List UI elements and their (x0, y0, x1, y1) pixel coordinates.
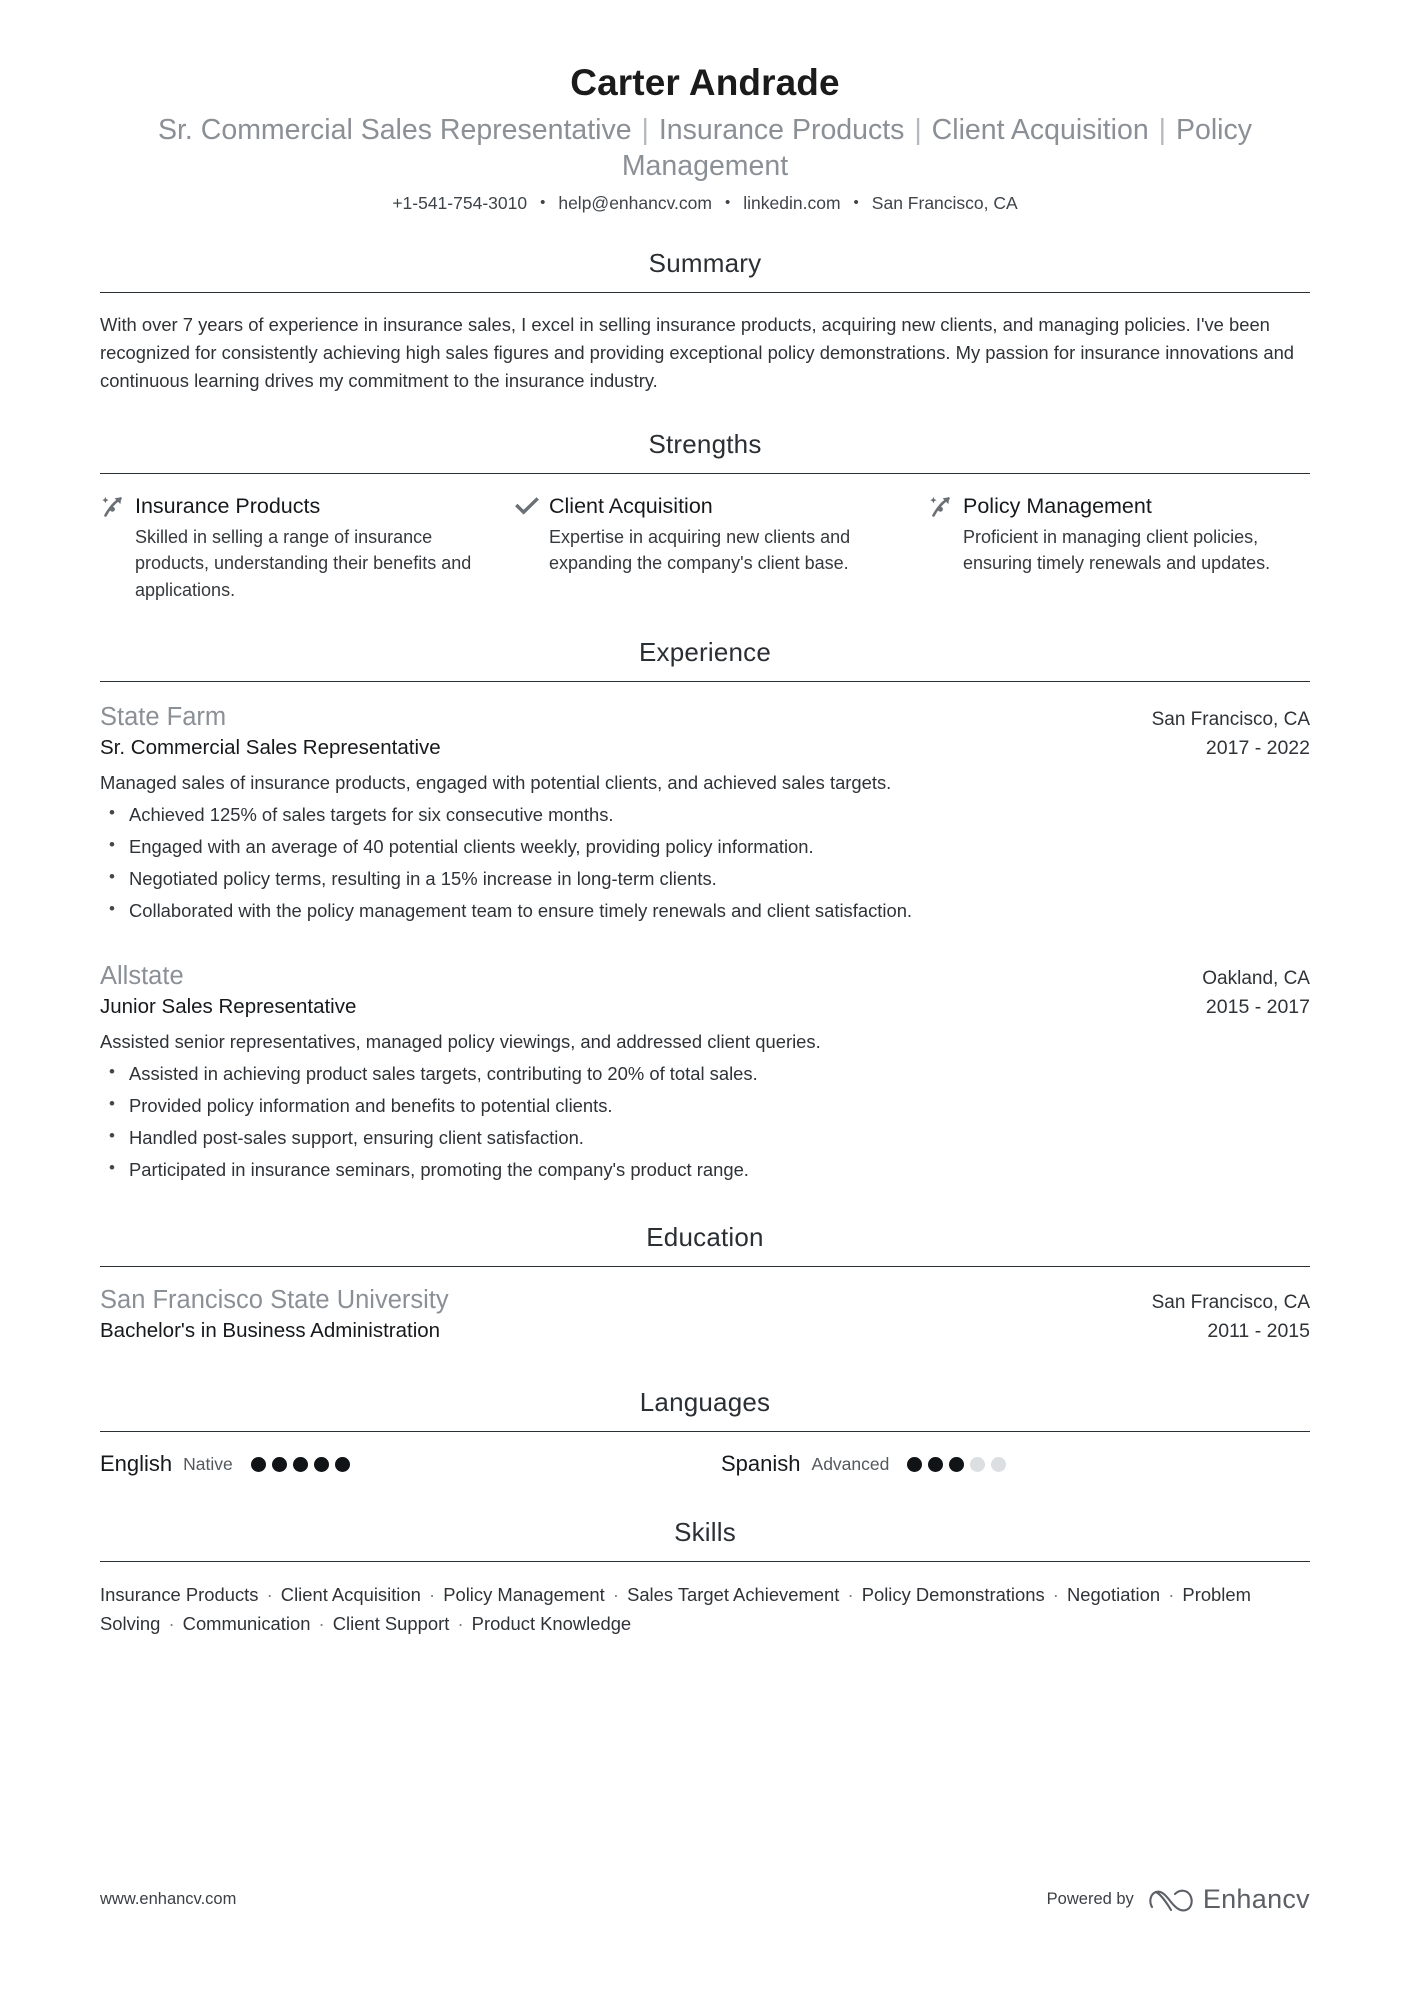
languages-title: Languages (639, 1387, 771, 1418)
skill-item: Product Knowledge (471, 1613, 632, 1635)
resume-header (100, 0, 1310, 214)
summary-text: With over 7 years of experience in insurance sales, I excel in selling insurance products, acquiring new clients, and managing policies. I've been recognized for consistently achieving high sales figures and providing exceptional policy demonstrations. My passion for insurance innovations and continuous learning drives my commitment to the insurance industry. (100, 314, 1295, 392)
headline-part: Sr. Commercial Sales Representative (158, 113, 632, 146)
achievement-item: • Provided policy information and benefits to potential clients. (100, 1094, 1310, 1118)
headline-separator: | (1150, 113, 1174, 146)
achievement-list (100, 1062, 1310, 1182)
entry-org-row (100, 961, 1310, 993)
skill-item: Problem Solving (100, 1584, 1251, 1635)
enhancv-wordmark: Enhancv (1202, 1884, 1310, 1914)
strengths-grid (100, 493, 1310, 602)
contact-separator-dot: • (853, 194, 859, 212)
skill-item: Negotiation (1067, 1584, 1161, 1606)
strength-description: Skilled in selling a range of insurance products, understanding their benefits and applications. (135, 527, 472, 600)
contact-separator-dot: • (724, 194, 731, 212)
education-divider (100, 1266, 1310, 1267)
degree-title: Bachelor's in Business Administration (100, 1319, 441, 1343)
language-name: English (100, 1451, 173, 1477)
candidate-headline (100, 112, 1310, 185)
trend-arrow-sparkle-icon (100, 493, 126, 519)
languages-divider (100, 1431, 1310, 1432)
page-footer (100, 1884, 1310, 1915)
strength-title: Client Acquisition (549, 493, 713, 518)
achievement-item: • Handled post-sales support, ensuring client satisfaction. (100, 1126, 1310, 1150)
entry-role-row (100, 995, 1310, 1019)
checkmark-icon (514, 493, 540, 519)
language-proficiency-dots (907, 1457, 1006, 1472)
experience-title: Experience (638, 636, 772, 667)
entry-school-row (100, 1285, 1310, 1317)
proficiency-dot-filled (314, 1457, 329, 1472)
skill-item: Client Support (332, 1613, 450, 1635)
summary-divider (100, 292, 1310, 293)
section-education (100, 1222, 1310, 1343)
section-experience (100, 637, 1310, 1183)
proficiency-dot-filled (293, 1457, 308, 1472)
education-dates: 2011 - 2015 (1207, 1320, 1310, 1343)
achievement-item: • Participated in insurance seminars, promoting the company's product range. (100, 1158, 1310, 1182)
skill-separator: · (261, 1584, 278, 1606)
skills-text (100, 1580, 1310, 1639)
section-summary (100, 248, 1310, 395)
strength-header (100, 493, 482, 519)
experience-entry (100, 702, 1310, 923)
summary-title: Summary (648, 248, 762, 279)
entry-degree-row (100, 1319, 1310, 1343)
contact-email[interactable]: help@enhancv.com (558, 193, 712, 214)
skill-item: Communication (182, 1613, 311, 1635)
achievement-list (100, 803, 1310, 923)
achievement-item: • Negotiated policy terms, resulting in a 15% increase in long-term clients. (100, 867, 1310, 891)
strength-item (514, 493, 896, 602)
achievement-item: • Engaged with an average of 40 potential clients weekly, providing policy information. (100, 835, 1310, 859)
job-title: Junior Sales Representative (100, 994, 357, 1018)
proficiency-dot-filled (251, 1457, 266, 1472)
skill-separator: · (842, 1584, 859, 1606)
skills-title: Skills (674, 1517, 736, 1548)
skills-divider (100, 1561, 1310, 1562)
skill-item: Client Acquisition (280, 1584, 421, 1606)
strength-item (928, 493, 1310, 602)
entry-summary: Managed sales of insurance products, engaged with potential clients, and achieved sales targets. (100, 771, 892, 793)
proficiency-dot-empty (970, 1457, 985, 1472)
trend-arrow-sparkle-icon (928, 493, 954, 519)
contact-phone[interactable]: +1-541-754-3010 (392, 193, 528, 214)
employer-location: Oakland, CA (1202, 967, 1310, 989)
employment-dates: 2015 - 2017 (1205, 995, 1310, 1018)
powered-by-label: Powered by (1046, 1890, 1134, 1908)
language-item (721, 1451, 1310, 1477)
skill-separator: · (607, 1584, 625, 1606)
language-name: Spanish (721, 1451, 801, 1477)
strength-title: Policy Management (963, 493, 1152, 518)
education-entry (100, 1285, 1310, 1343)
skill-separator: · (452, 1613, 469, 1635)
contact-linkedin[interactable]: linkedin.com (743, 193, 841, 214)
strength-header (928, 493, 1310, 519)
languages-grid (100, 1451, 1310, 1477)
enhancv-mark-icon (1148, 1885, 1194, 1915)
proficiency-dot-filled (272, 1457, 287, 1472)
strength-title: Insurance Products (135, 493, 321, 518)
skill-separator: · (163, 1613, 180, 1635)
proficiency-dot-filled (335, 1457, 350, 1472)
skill-item: Insurance Products (100, 1584, 259, 1606)
language-item (100, 1451, 689, 1477)
footer-branding (1047, 1884, 1310, 1915)
education-list (100, 1285, 1310, 1343)
trend-arrow-sparkle-icon (100, 493, 126, 519)
skill-separator: · (423, 1584, 441, 1606)
employment-dates: 2017 - 2022 (1205, 736, 1310, 759)
section-skills (100, 1517, 1310, 1639)
school-name: San Francisco State University (100, 1286, 449, 1315)
headline-part: Policy Management (621, 113, 1252, 183)
proficiency-dot-filled (928, 1457, 943, 1472)
proficiency-dot-empty (991, 1457, 1006, 1472)
experience-entry (100, 961, 1310, 1182)
skill-separator: · (1047, 1584, 1065, 1606)
headline-part: Client Acquisition (931, 113, 1149, 146)
section-strengths (100, 429, 1310, 602)
achievement-item: • Achieved 125% of sales targets for six consecutive months. (100, 803, 1310, 827)
headline-separator: | (633, 113, 657, 146)
section-languages (100, 1387, 1310, 1477)
headline-part: Insurance Products (658, 113, 905, 146)
strength-description: Expertise in acquiring new clients and expanding the company's client base. (549, 527, 851, 574)
skill-item: Policy Demonstrations (861, 1584, 1045, 1606)
checkmark-icon (514, 493, 540, 519)
skill-separator: · (1163, 1584, 1180, 1606)
proficiency-dot-filled (907, 1457, 922, 1472)
skill-item: Sales Target Achievement (627, 1584, 840, 1606)
job-title: Sr. Commercial Sales Representative (100, 735, 441, 759)
language-proficiency-dots (251, 1457, 350, 1472)
employer-name: State Farm (100, 702, 227, 731)
education-title: Education (646, 1222, 764, 1253)
contact-separator-dot: • (540, 194, 546, 212)
strengths-title: Strengths (648, 429, 762, 460)
strength-header (514, 493, 896, 519)
headline-separator: | (906, 113, 930, 146)
employer-location: San Francisco, CA (1151, 708, 1310, 730)
candidate-name: Carter Andrade (570, 62, 840, 103)
experience-list (100, 702, 1310, 1183)
footer-website[interactable]: www.enhancv.com (100, 1890, 237, 1908)
employer-name: Allstate (100, 961, 184, 990)
strength-item (100, 493, 482, 602)
entry-org-row (100, 702, 1310, 734)
skill-separator: · (313, 1613, 330, 1635)
proficiency-dot-filled (949, 1457, 964, 1472)
trend-arrow-sparkle-icon (928, 493, 954, 519)
contact-location[interactable]: San Francisco, CA (871, 193, 1018, 214)
strengths-divider (100, 473, 1310, 474)
language-level: Advanced (811, 1453, 890, 1474)
achievement-item: • Collaborated with the policy management team to ensure timely renewals and client satisfaction. (100, 899, 1310, 923)
school-location: San Francisco, CA (1151, 1292, 1310, 1314)
contact-row (100, 193, 1310, 214)
language-level: Native (183, 1453, 233, 1474)
achievement-item: • Assisted in achieving product sales targets, contributing to 20% of total sales. (100, 1062, 1310, 1086)
enhancv-logo (1148, 1884, 1310, 1915)
experience-divider (100, 681, 1310, 682)
entry-summary: Assisted senior representatives, managed policy viewings, and addressed client queries. (100, 1030, 821, 1052)
entry-role-row (100, 736, 1310, 760)
skill-item: Policy Management (443, 1584, 605, 1606)
strength-description: Proficient in managing client policies, ensuring timely renewals and updates. (963, 527, 1271, 574)
